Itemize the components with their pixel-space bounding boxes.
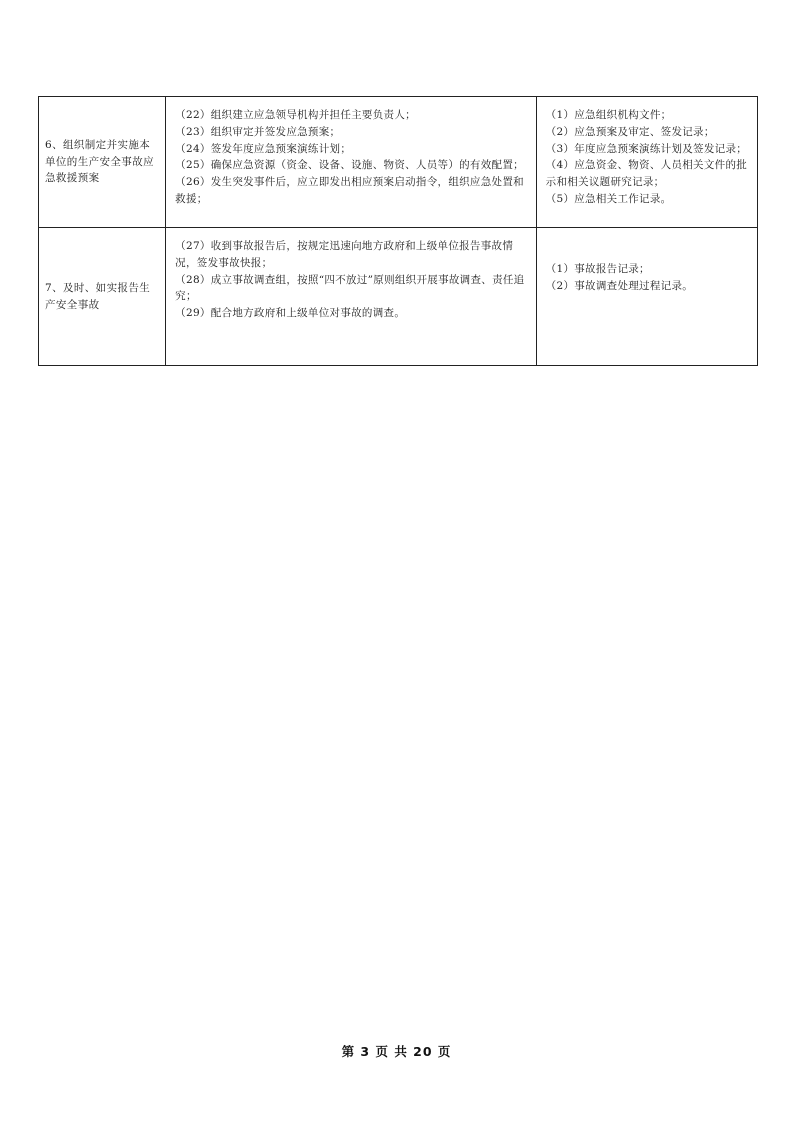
requirement-item: （25）确保应急资源（资金、设备、设施、物资、人员等）的有效配置； <box>175 159 524 172</box>
record-item: （1）事故报告记录； <box>545 263 650 275</box>
responsibility-table <box>38 96 758 366</box>
table-row <box>39 97 758 228</box>
requirement-item: （26）发生突发事件后，应立即发出相应预案启动指令，组织应急处置和救援； <box>175 176 524 205</box>
record-item: （4）应急资金、物资、人员相关文件的批示和相关议题研究记录； <box>545 159 748 189</box>
record-item: （3）年度应急预案演练计划及签发记录； <box>545 142 748 155</box>
requirement-item: （23）组织审定并签发应急预案； <box>175 125 341 138</box>
item-cell <box>39 228 166 366</box>
requirements-list <box>166 97 536 212</box>
requirements-cell <box>166 97 537 228</box>
records-list <box>537 97 757 212</box>
requirement-item: （27）收到事故报告后，按规定迅速向地方政府和上级单位报告事故情况，签发事故快报； <box>175 240 514 269</box>
records-list <box>537 228 757 365</box>
record-item: （1）应急组织机构文件； <box>545 109 672 121</box>
requirement-item: （29）配合地方政府和上级单位对事故的调查。 <box>175 307 406 320</box>
requirement-item: （24）签发年度应急预案演练计划； <box>175 142 352 155</box>
records-cell <box>536 228 757 366</box>
requirements-list <box>166 228 536 326</box>
record-item: （5）应急相关工作记录。 <box>545 192 672 205</box>
records-cell <box>536 97 757 228</box>
table-row <box>39 228 758 366</box>
item-cell <box>39 97 166 228</box>
page-number: 第 3 页 共 20 页 <box>341 1044 452 1059</box>
item-text: 7、及时、如实报告生产安全事故 <box>45 281 151 311</box>
requirement-item: （22）组织建立应急领导机构并担任主要负责人； <box>175 109 416 121</box>
item-text: 6、组织制定并实施本单位的生产安全事故应急救援预案 <box>45 138 154 185</box>
requirement-item: （28）成立事故调查组，按照“四不放过”原则组织开展事故调查、责任追究； <box>175 273 525 303</box>
requirements-cell <box>166 228 537 366</box>
record-item: （2）应急预案及审定、签发记录； <box>545 125 715 138</box>
record-item: （2）事故调查处理过程记录。 <box>545 279 694 292</box>
